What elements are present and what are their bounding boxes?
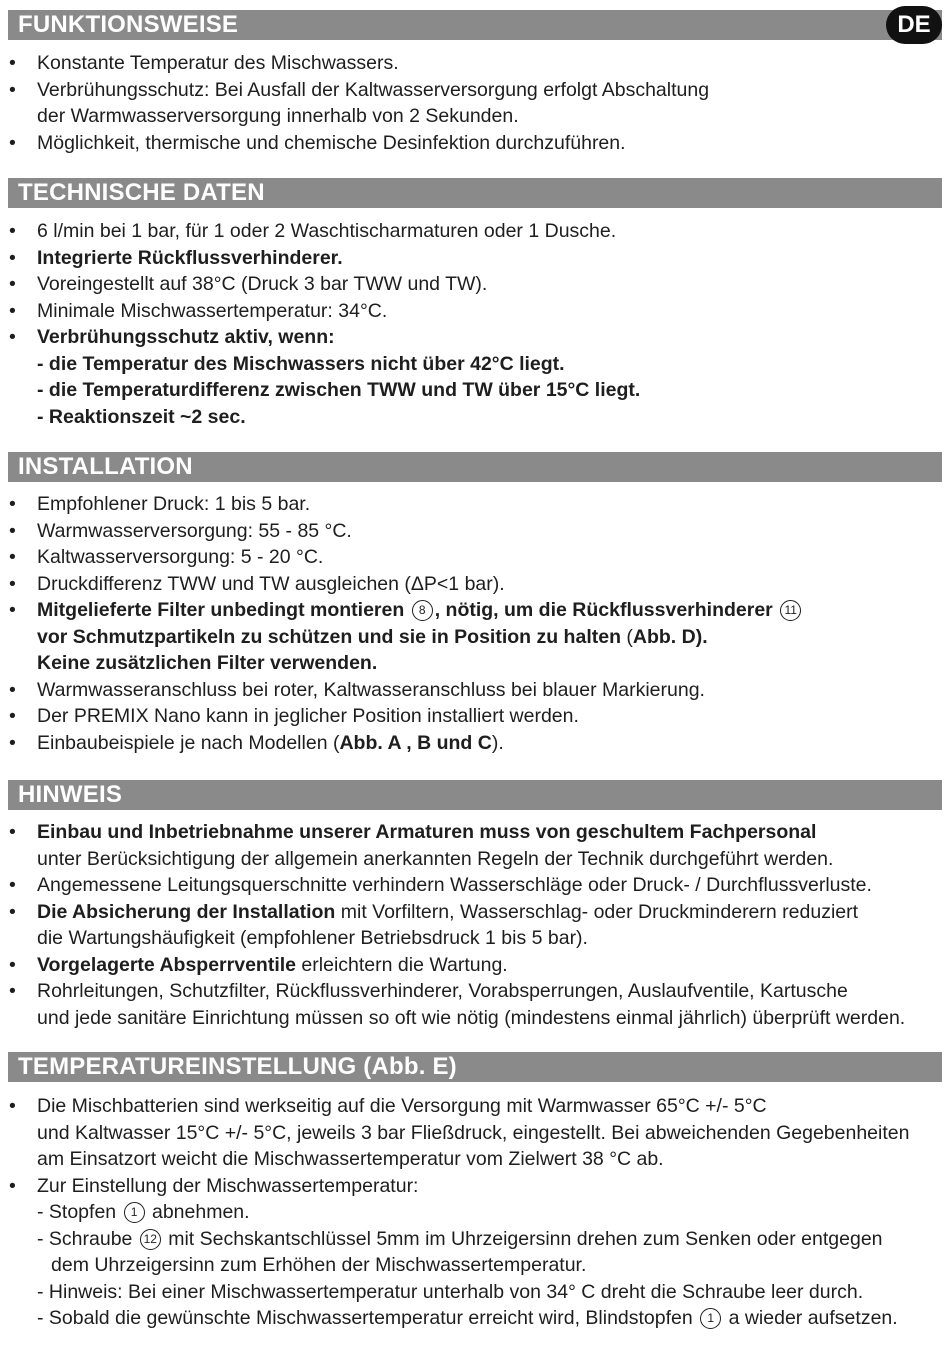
callout-number: 1: [124, 1202, 145, 1223]
technische-daten-list: [0, 218, 945, 430]
funktionsweise-list: [0, 50, 945, 156]
section-header-installation: INSTALLATION: [8, 452, 942, 482]
list-item: • Voreingestellt auf 38°C (Druck 3 bar TWW und TW).: [0, 271, 945, 298]
list-item: • Verbrühungsschutz: Bei Ausfall der Kaltwasserversorgung erfolgt Abschaltung der Warmwasserversorgung innerhalb von 2 Sekunden.: [0, 77, 945, 130]
section-header-funktionsweise: FUNKTIONSWEISE: [8, 10, 942, 40]
list-item: • Warmwasseranschluss bei roter, Kaltwasseranschluss bei blauer Markierung.: [0, 677, 945, 704]
list-item: • Rohrleitungen, Schutzfilter, Rückflussverhinderer, Vorabsperrungen, Auslaufventile, Kartusche und jede sanitäre Einrichtung müssen so oft wie nötig (mindestens einmal jährlich) überprüft werden.: [0, 978, 945, 1031]
list-item: • Möglichkeit, thermische und chemische Desinfektion durchzuführen.: [0, 130, 945, 157]
list-item: • Mitgelieferte Filter unbedingt montieren 8 , nötig, um die Rückflussverhinderer 11 vor Schmutzpartikeln zu schützen und sie in Position zu halten (Abb. D). Keine zusätzlichen Filter verwenden.: [0, 597, 945, 677]
section-header-hinweis: HINWEIS: [8, 780, 942, 810]
list-item: • Die Absicherung der Installation mit Vorfiltern, Wasserschlag- oder Druckminderern reduziert die Wartungshäufigkeit (empfohlener Betriebsdruck 1 bis 5 bar).: [0, 899, 945, 952]
hinweis-list: [0, 819, 945, 1031]
list-item: • Zur Einstellung der Mischwassertemperatur: - Stopfen 1 abnehmen. - Schraube 12 mit Sechskantschlüssel 5mm im Uhrzeigersinn drehen zum Senken oder entgegen dem Uhrzeigersinn zum Erhöhen der Mischwassertemperatur. - Hinweis: Bei einer Mischwassertemperatur unterhalb von 34° C dreht die Schraube leer durch. - Sobald die gewünschte Mischwassertemperatur erreicht wird, Blindstopfen 1 a wieder aufsetzen.: [0, 1173, 945, 1332]
list-item: • Angemessene Leitungsquerschnitte verhindern Wasserschläge oder Druck- / Durchflussverluste.: [0, 872, 945, 899]
list-item: • Konstante Temperatur des Mischwassers.: [0, 50, 945, 77]
callout-number: 8: [412, 600, 433, 621]
list-item: • 6 l/min bei 1 bar, für 1 oder 2 Waschtischarmaturen oder 1 Dusche.: [0, 218, 945, 245]
list-item: • Kaltwasserversorgung: 5 - 20 °C.: [0, 544, 945, 571]
callout-number: 12: [140, 1229, 161, 1250]
list-item: • Der PREMIX Nano kann in jeglicher Position installiert werden.: [0, 703, 945, 730]
list-item: • Einbaubeispiele je nach Modellen (Abb. A , B und C).: [0, 730, 945, 757]
callout-number: 11: [780, 600, 801, 621]
list-item: • Warmwasserversorgung: 55 - 85 °C.: [0, 518, 945, 545]
list-item: • Verbrühungsschutz aktiv, wenn: - die Temperatur des Mischwassers nicht über 42°C liegt. - die Temperaturdifferenz zwischen TWW und TW über 15°C liegt. - Reaktionszeit ~2 sec.: [0, 324, 945, 430]
installation-list: [0, 491, 945, 756]
list-item: • Die Mischbatterien sind werkseitig auf die Versorgung mit Warmwasser 65°C +/- 5°C und Kaltwasser 15°C +/- 5°C, jeweils 3 bar Fließdruck, eingestellt. Bei abweichenden Gegebenheiten am Einsatzort weicht die Mischwassertemperatur vom Zielwert 38 °C ab.: [0, 1093, 945, 1173]
list-item: • Integrierte Rückflussverhinderer.: [0, 245, 945, 272]
list-item: • Empfohlener Druck: 1 bis 5 bar.: [0, 491, 945, 518]
list-item: • Vorgelagerte Absperrventile erleichtern die Wartung.: [0, 952, 945, 979]
section-header-temperatureinstellung: TEMPERATUREINSTELLUNG (Abb. E): [8, 1052, 942, 1082]
callout-number: 1: [700, 1308, 721, 1329]
list-item: • Druckdifferenz TWW und TW ausgleichen (ΔP<1 bar).: [0, 571, 945, 598]
list-item: • Minimale Mischwassertemperatur: 34°C.: [0, 298, 945, 325]
list-item: • Einbau und Inbetriebnahme unserer Armaturen muss von geschultem Fachpersonal unter Berücksichtigung der allgemein anerkannten Regeln der Technik durchgeführt werden.: [0, 819, 945, 872]
temperatureinstellung-list: [0, 1093, 945, 1332]
language-badge: DE: [886, 6, 942, 44]
section-header-technische-daten: TECHNISCHE DATEN: [8, 178, 942, 208]
